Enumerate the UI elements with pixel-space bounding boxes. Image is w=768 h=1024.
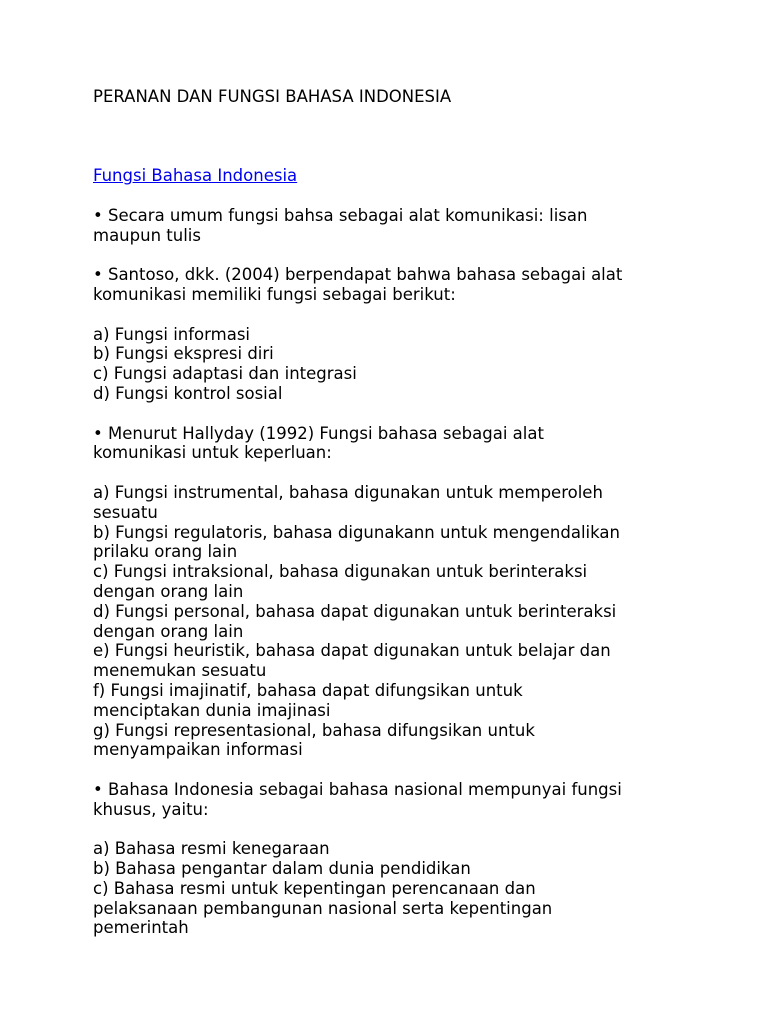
paragraph-line: maupun tulis (93, 225, 201, 245)
document-title: PERANAN DAN FUNGSI BAHASA INDONESIA (93, 87, 452, 106)
list-item: pemerintah (93, 918, 189, 938)
list-item: e) Fungsi heuristik, bahasa dapat digunakan untuk belajar dan (93, 641, 611, 661)
spacer (93, 463, 693, 483)
spacer (93, 107, 693, 166)
paragraph-line: • Secara umum fungsi bahsa sebagai alat komunikasi: lisan (93, 205, 588, 225)
list-item: prilaku orang lain (93, 542, 238, 562)
spacer (93, 245, 693, 265)
list-item: menemukan sesuatu (93, 661, 267, 681)
list-item: a) Bahasa resmi kenegaraan (93, 839, 330, 859)
section-heading (93, 166, 693, 186)
paragraph-line: • Bahasa Indonesia sebagai bahasa nasional mempunyai fungsi (93, 779, 622, 799)
list-item: dengan orang lain (93, 581, 244, 601)
list-item: d) Fungsi personal, bahasa dapat digunakan untuk berinteraksi (93, 601, 617, 621)
list-item: b) Fungsi regulatoris, bahasa digunakann untuk mengendalikan (93, 522, 620, 542)
list-item: d) Fungsi kontrol sosial (93, 383, 283, 403)
list-item: sesuatu (93, 502, 158, 522)
list-item: menyampaikan informasi (93, 740, 303, 760)
spacer (93, 186, 693, 206)
list-item: c) Fungsi intraksional, bahasa digunakan untuk berinteraksi (93, 562, 588, 582)
spacer (93, 819, 693, 839)
list-item: c) Bahasa resmi untuk kepentingan perencanaan dan (93, 878, 536, 898)
list-item: menciptakan dunia imajinasi (93, 700, 331, 720)
paragraph-line: komunikasi memiliki fungsi sebagai berikut: (93, 284, 456, 304)
list-item: b) Fungsi ekspresi diri (93, 344, 274, 364)
spacer (93, 404, 693, 424)
list-item: a) Fungsi instrumental, bahasa digunakan untuk memperoleh (93, 482, 603, 502)
spacer (93, 305, 693, 325)
list-item: g) Fungsi representasional, bahasa difungsikan untuk (93, 720, 535, 740)
spacer (93, 760, 693, 780)
list-item: c) Fungsi adaptasi dan integrasi (93, 364, 357, 384)
section-link-fungsi-bahasa[interactable]: Fungsi Bahasa Indonesia (93, 166, 298, 186)
list-item: a) Fungsi informasi (93, 324, 250, 344)
list-item: b) Bahasa pengantar dalam dunia pendidikan (93, 859, 471, 879)
document-page (93, 87, 693, 938)
paragraph-line: • Santoso, dkk. (2004) berpendapat bahwa bahasa sebagai alat (93, 265, 623, 285)
paragraph-line: komunikasi untuk keperluan: (93, 443, 332, 463)
list-item: pelaksanaan pembangunan nasional serta kepentingan (93, 898, 553, 918)
paragraph-line: khusus, yaitu: (93, 799, 209, 819)
list-item: dengan orang lain (93, 621, 244, 641)
paragraph-line: • Menurut Hallyday (1992) Fungsi bahasa sebagai alat (93, 423, 544, 443)
list-item: f) Fungsi imajinatif, bahasa dapat difungsikan untuk (93, 680, 523, 700)
